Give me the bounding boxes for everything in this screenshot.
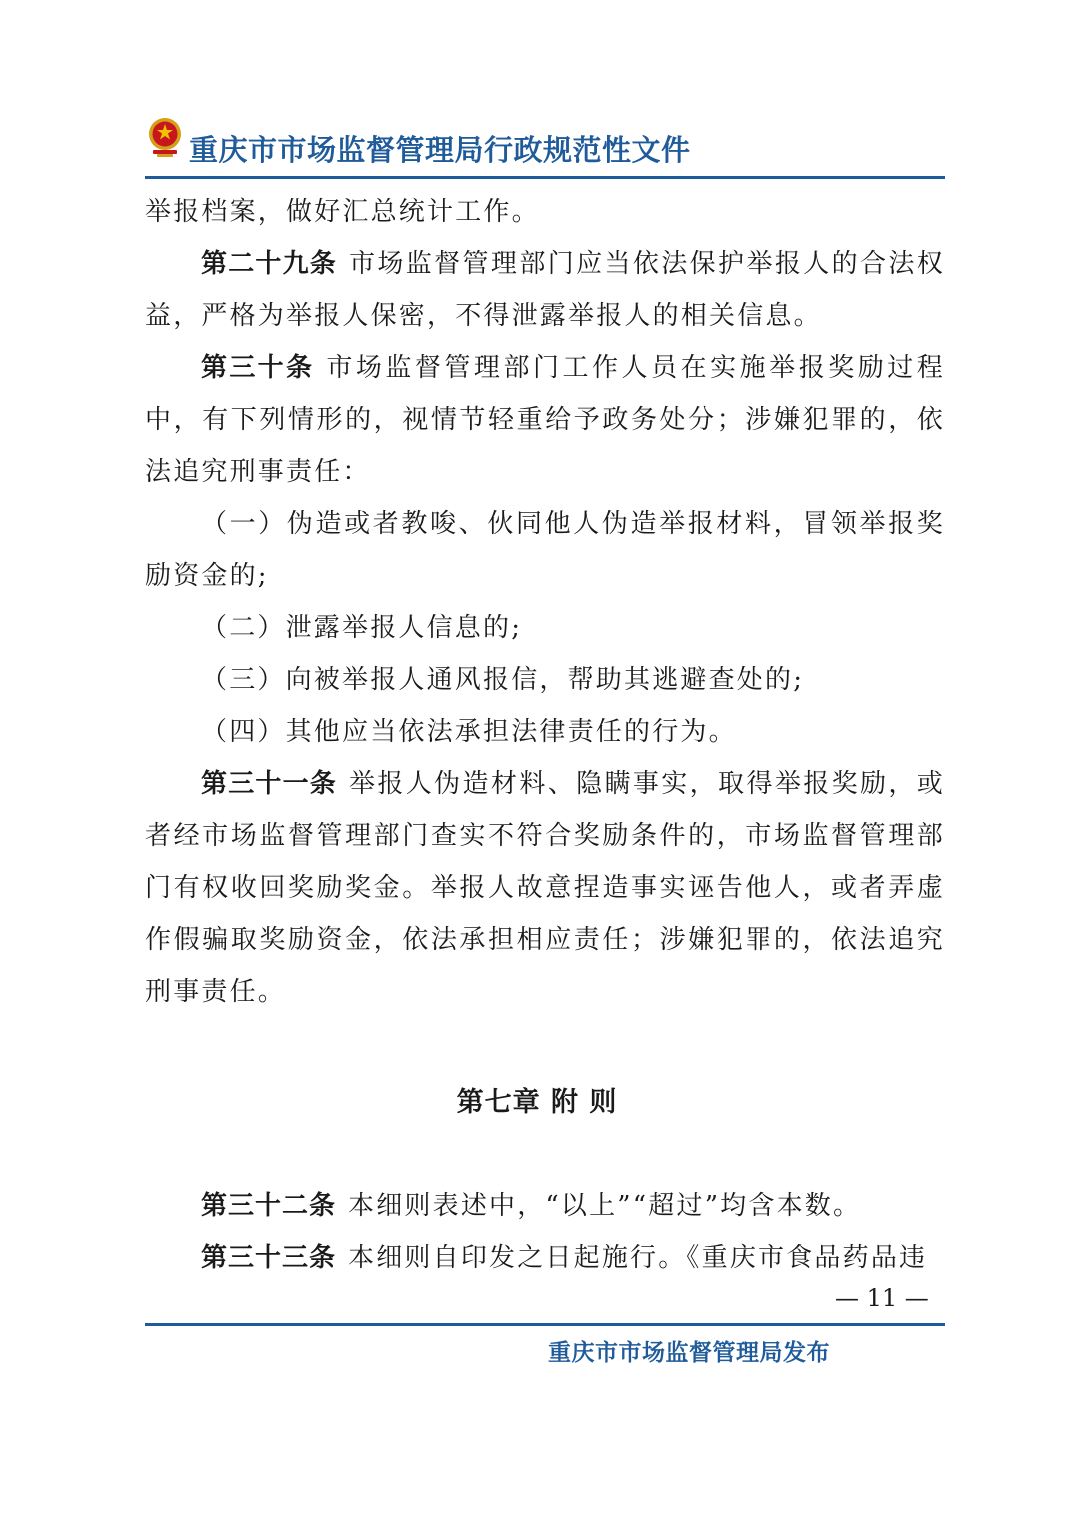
paragraph bbox=[145, 342, 945, 498]
document-header bbox=[145, 112, 945, 182]
article-number: 第三十一条 bbox=[201, 769, 337, 799]
paragraph-text: 市场监督管理部门应当依法保护举报人的合法权益，严格为举报人保密，不得泄露举报人的相关信息。 bbox=[145, 249, 945, 331]
paragraph-text: （一）伪造或者教唆、伙同他人伪造举报材料，冒领举报奖励资金的; bbox=[145, 509, 945, 591]
header-title: 重庆市市场监督管理局行政规范性文件 bbox=[189, 133, 691, 167]
paragraph bbox=[145, 498, 945, 602]
page-number: — 11 — bbox=[835, 1284, 929, 1312]
paragraph-text: 市场监督管理部门工作人员在实施举报奖励过程中，有下列情形的，视情节轻重给予政务处分；涉嫌犯罪的，依法追究刑事责任： bbox=[145, 353, 945, 487]
paragraph-text: 举报人伪造材料、隐瞒事实，取得举报奖励，或者经市场监督管理部门查实不符合奖励条件的，市场监督管理部门有权收回奖励奖金。举报人故意捏造事实诬告他人，或者弄虚作假骗取奖励资金，依法承担相应责任；涉嫌犯罪的，依法追究刑事责任。 bbox=[145, 769, 945, 1007]
document-body-continued bbox=[145, 1180, 945, 1284]
document-body bbox=[145, 186, 945, 1018]
header-divider bbox=[145, 176, 945, 179]
paragraph bbox=[145, 1180, 945, 1232]
paragraph bbox=[145, 758, 945, 1018]
footer-publisher: 重庆市市场监督管理局发布 bbox=[548, 1340, 830, 1366]
paragraph bbox=[145, 602, 945, 654]
article-number: 第二十九条 bbox=[201, 249, 337, 279]
paragraph-text: 举报档案，做好汇总统计工作。 bbox=[145, 197, 540, 227]
chapter-title: 第七章 附 则 bbox=[456, 1087, 618, 1118]
national-emblem-icon bbox=[145, 116, 185, 160]
article-number: 第三十二条 bbox=[201, 1191, 337, 1221]
paragraph bbox=[145, 706, 945, 758]
paragraph-text: （二）泄露举报人信息的; bbox=[201, 613, 523, 643]
paragraph bbox=[145, 654, 945, 706]
article-number: 第三十三条 bbox=[201, 1243, 337, 1273]
paragraph-text: 本细则自印发之日起施行。《重庆市食品药品违 bbox=[348, 1243, 928, 1273]
paragraph bbox=[145, 1232, 945, 1284]
footer-divider bbox=[145, 1323, 945, 1326]
paragraph-text: （三）向被举报人通风报信，帮助其逃避查处的; bbox=[201, 665, 805, 695]
paragraph bbox=[145, 238, 945, 342]
paragraph bbox=[145, 186, 945, 238]
article-number: 第三十条 bbox=[201, 353, 315, 383]
paragraph-text: 本细则表述中，“以上”“超过”均含本数。 bbox=[348, 1191, 862, 1221]
paragraph-text: （四）其他应当依法承担法律责任的行为。 bbox=[201, 717, 737, 747]
